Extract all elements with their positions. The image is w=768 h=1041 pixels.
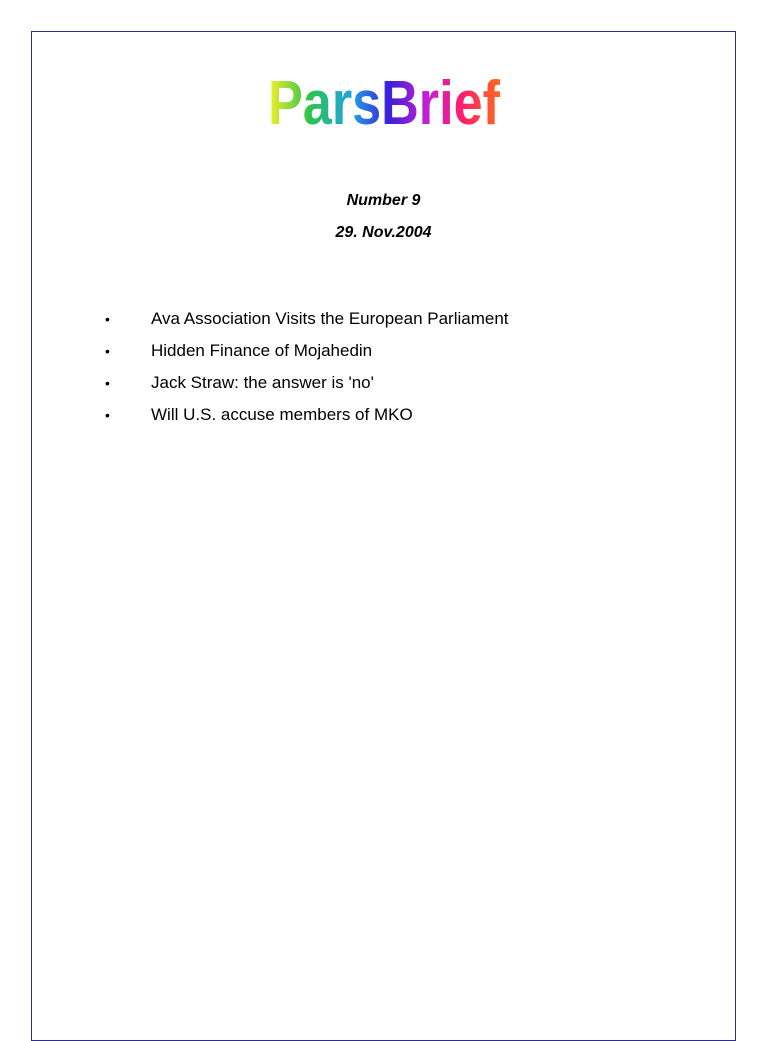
headline-item — [32, 308, 509, 340]
headline-list — [32, 308, 509, 436]
bullet-icon: • — [105, 343, 110, 359]
headline-text: Jack Straw: the answer is 'no' — [151, 373, 374, 392]
masthead — [32, 60, 735, 140]
headline-item — [32, 372, 509, 404]
logo-text: ParsBrief — [267, 69, 500, 138]
issue-number: Number 9 — [346, 192, 421, 209]
headline-item — [32, 340, 509, 372]
headline-text: Will U.S. accuse members of MKO — [151, 405, 413, 424]
bullet-icon: • — [105, 407, 110, 423]
headline-text: Ava Association Visits the European Parliament — [151, 309, 509, 328]
headline-text: Hidden Finance of Mojahedin — [151, 341, 373, 360]
parsbrief-logo — [264, 60, 504, 140]
bullet-icon: • — [105, 311, 110, 327]
document-page — [31, 31, 736, 1041]
issue-date: 29. Nov.2004 — [335, 224, 432, 241]
headline-item — [32, 404, 509, 436]
bullet-icon: • — [105, 375, 110, 391]
